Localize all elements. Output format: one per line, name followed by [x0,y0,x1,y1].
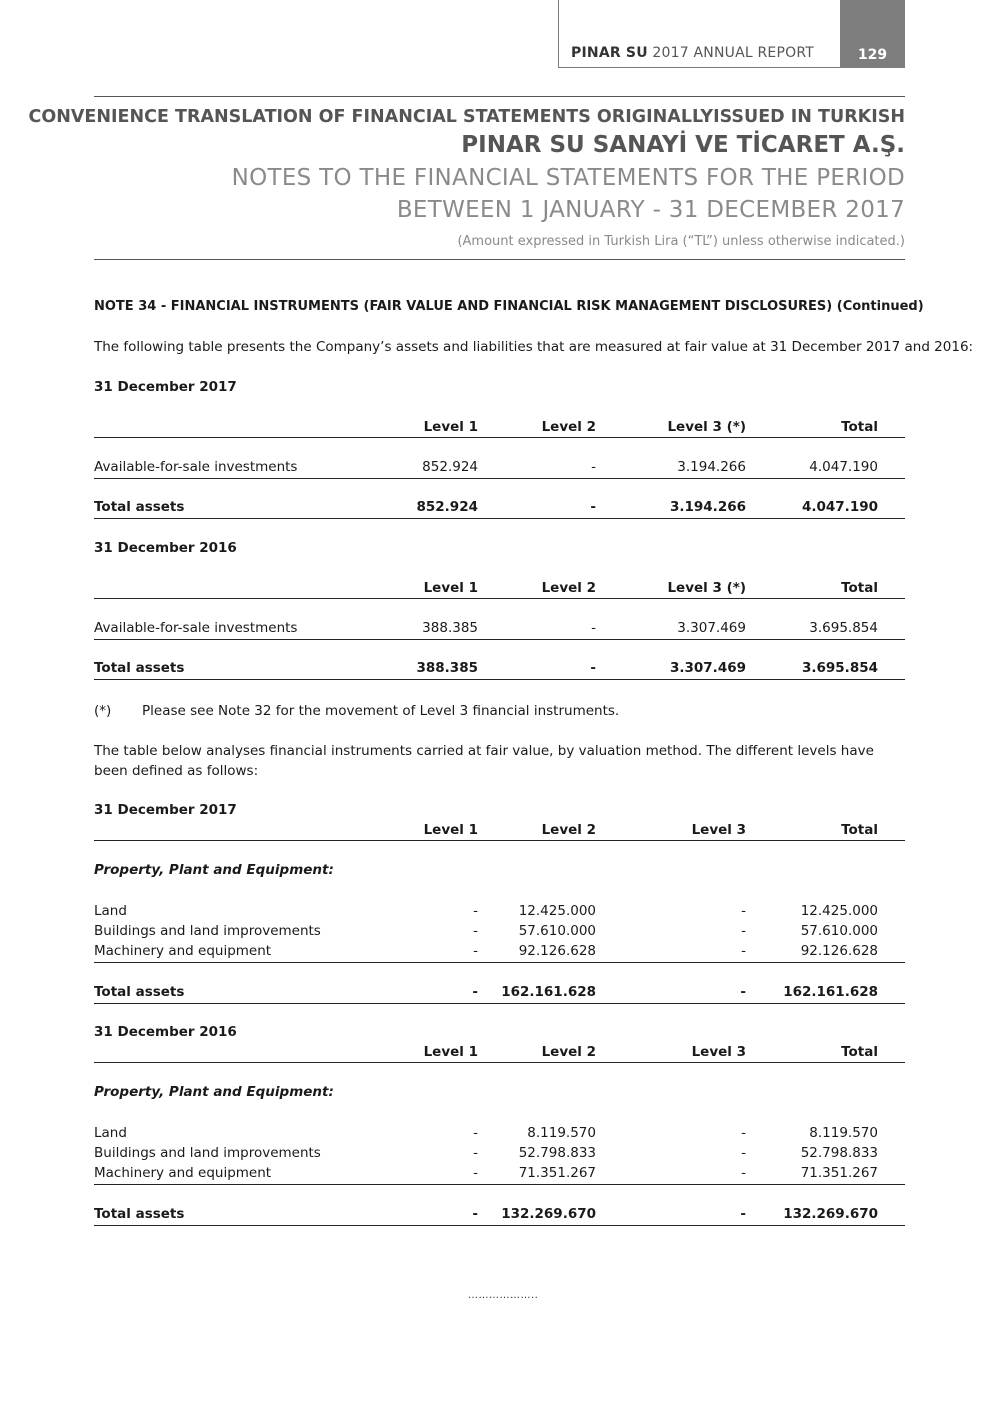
col-level3: Level 3 (*) [667,419,746,435]
cell-level1: 852.924 [422,459,478,475]
table4-total-rule [94,1225,905,1226]
table2-header-row [94,580,905,598]
cell-total: 162.161.628 [783,984,878,1000]
col-level3: Level 3 [691,1044,746,1060]
cell-total: 52.798.833 [800,1145,878,1161]
table2-total-row [94,660,905,678]
table4-header-rule [94,1062,905,1063]
cell-level1: - [472,1206,478,1222]
table1-header-rule [94,437,905,438]
table-row [94,1145,905,1163]
col-level2: Level 2 [541,580,596,596]
translation-notice: CONVENIENCE TRANSLATION OF FINANCIAL STATEMENTS ORIGINALLYISSUED IN TURKISH [28,107,905,127]
table4-section-label [94,1084,905,1102]
cell-total: 3.695.854 [801,660,878,676]
table3-total-rule [94,1003,905,1004]
table-row [94,943,905,961]
footer-dots: ……………….. [468,1290,539,1301]
row-label: Available-for-sale investments [94,459,298,475]
cell-total: 12.425.000 [800,903,878,919]
col-level1: Level 1 [423,1044,478,1060]
cell-level1: - [473,923,478,939]
cell-level3: - [741,1145,746,1161]
cell-level3: - [741,1125,746,1141]
table-row [94,1125,905,1143]
row-label: Machinery and equipment [94,1165,272,1181]
col-level2: Level 2 [541,1044,596,1060]
brand-name: PINAR SU [571,45,648,61]
cell-level3: 3.194.266 [669,499,746,515]
notes-title-line2: BETWEEN 1 JANUARY - 31 DECEMBER 2017 [396,197,905,223]
row-label: Total assets [94,984,185,1000]
cell-total: 132.269.670 [783,1206,878,1222]
table2-row-rule [94,639,905,640]
table4-heading: 31 December 2016 [94,1024,237,1040]
table1-total-row [94,499,905,517]
col-level3: Level 3 (*) [667,580,746,596]
cell-level2: 71.351.267 [518,1165,596,1181]
cell-level1: - [473,1125,478,1141]
cell-total: 8.119.570 [809,1125,878,1141]
table3-header-rule [94,840,905,841]
row-label: Total assets [94,660,185,676]
cell-level2: 57.610.000 [518,923,596,939]
col-total: Total [841,419,878,435]
col-level2: Level 2 [541,822,596,838]
cell-level3: - [740,984,746,1000]
cell-level3: - [740,1206,746,1222]
row-label: Buildings and land improvements [94,1145,321,1161]
table-row [94,459,905,477]
cell-level2: 52.798.833 [518,1145,596,1161]
table-row [94,903,905,921]
row-label: Machinery and equipment [94,943,272,959]
row-label: Total assets [94,1206,185,1222]
table-row [94,1165,905,1183]
table4-header-row [94,1044,905,1062]
table2-total-rule [94,679,905,680]
cell-level2: 92.126.628 [518,943,596,959]
currency-note: (Amount expressed in Turkish Lira (“TL”) unless otherwise indicated.) [457,234,905,249]
cell-level3: 3.194.266 [677,459,746,475]
page-number: 129 [840,0,905,68]
cell-level1: - [472,984,478,1000]
row-label: Land [94,1125,127,1141]
cell-level3: - [741,903,746,919]
cell-level2: - [590,499,596,515]
row-label: Buildings and land improvements [94,923,321,939]
cell-total: 92.126.628 [800,943,878,959]
cell-level1: 388.385 [416,660,478,676]
title-top-rule [94,96,905,97]
cell-level3: - [741,923,746,939]
row-label: Total assets [94,499,185,515]
cell-level2: 162.161.628 [501,984,596,1000]
col-total: Total [841,822,878,838]
table1-header-row [94,419,905,437]
col-level1: Level 1 [423,580,478,596]
table3-total-row [94,984,905,1002]
cell-level1: 388.385 [422,620,478,636]
cell-total: 71.351.267 [800,1165,878,1181]
row-label: Land [94,903,127,919]
cell-total: 4.047.190 [809,459,878,475]
cell-level1: - [473,943,478,959]
col-level1: Level 1 [423,822,478,838]
valuation-paragraph: The table below analyses financial instruments carried at fair value, by valuation method. The different levels have been defined as follows: [94,743,874,779]
row-label: Available-for-sale investments [94,620,298,636]
col-level1: Level 1 [423,419,478,435]
table3-rows-rule [94,962,905,963]
footnote-mark: (*) [94,703,112,719]
cell-level1: 852.924 [416,499,478,515]
cell-level2: 12.425.000 [518,903,596,919]
title-bottom-rule [94,259,905,260]
col-level2: Level 2 [541,419,596,435]
table1-total-rule [94,518,905,519]
cell-level2: - [591,459,596,475]
cell-level2: 8.119.570 [527,1125,596,1141]
cell-level3: 3.307.469 [677,620,746,636]
cell-level1: - [473,1165,478,1181]
footnote-text: Please see Note 32 for the movement of Level 3 financial instruments. [142,703,620,719]
cell-level2: 132.269.670 [501,1206,596,1222]
table1-row-rule [94,478,905,479]
cell-total: 4.047.190 [801,499,878,515]
table4-rows-rule [94,1184,905,1185]
table-row [94,923,905,941]
col-total: Total [841,1044,878,1060]
table3-heading: 31 December 2017 [94,802,237,818]
section-label: Property, Plant and Equipment: [94,1084,334,1100]
cell-level1: - [473,1145,478,1161]
table1-heading: 31 December 2017 [94,379,237,395]
report-title [571,45,814,61]
cell-level2: - [591,620,596,636]
cell-total: 3.695.854 [809,620,878,636]
table3-section-label [94,862,905,880]
header-tab [558,0,840,68]
cell-level1: - [473,903,478,919]
company-name: PINAR SU SANAYİ VE TİCARET A.Ş. [461,132,905,158]
table-row [94,620,905,638]
table2-header-rule [94,598,905,599]
table2-heading: 31 December 2016 [94,540,237,556]
col-total: Total [841,580,878,596]
note-heading: NOTE 34 - FINANCIAL INSTRUMENTS (FAIR VALUE AND FINANCIAL RISK MANAGEMENT DISCLOSURES) (Continued) [94,299,924,314]
section-label: Property, Plant and Equipment: [94,862,334,878]
cell-level2: - [590,660,596,676]
notes-title-line1: NOTES TO THE FINANCIAL STATEMENTS FOR THE PERIOD [231,165,905,191]
col-level3: Level 3 [691,822,746,838]
table4-total-row [94,1206,905,1224]
cell-level3: - [741,1165,746,1181]
cell-level3: - [741,943,746,959]
intro-paragraph: The following table presents the Company’s assets and liabilities that are measured at fair value at 31 December 2017 and 2016: [94,339,974,355]
table3-header-row [94,822,905,840]
report-name: 2017 ANNUAL REPORT [652,45,814,61]
cell-level3: 3.307.469 [669,660,746,676]
cell-total: 57.610.000 [800,923,878,939]
